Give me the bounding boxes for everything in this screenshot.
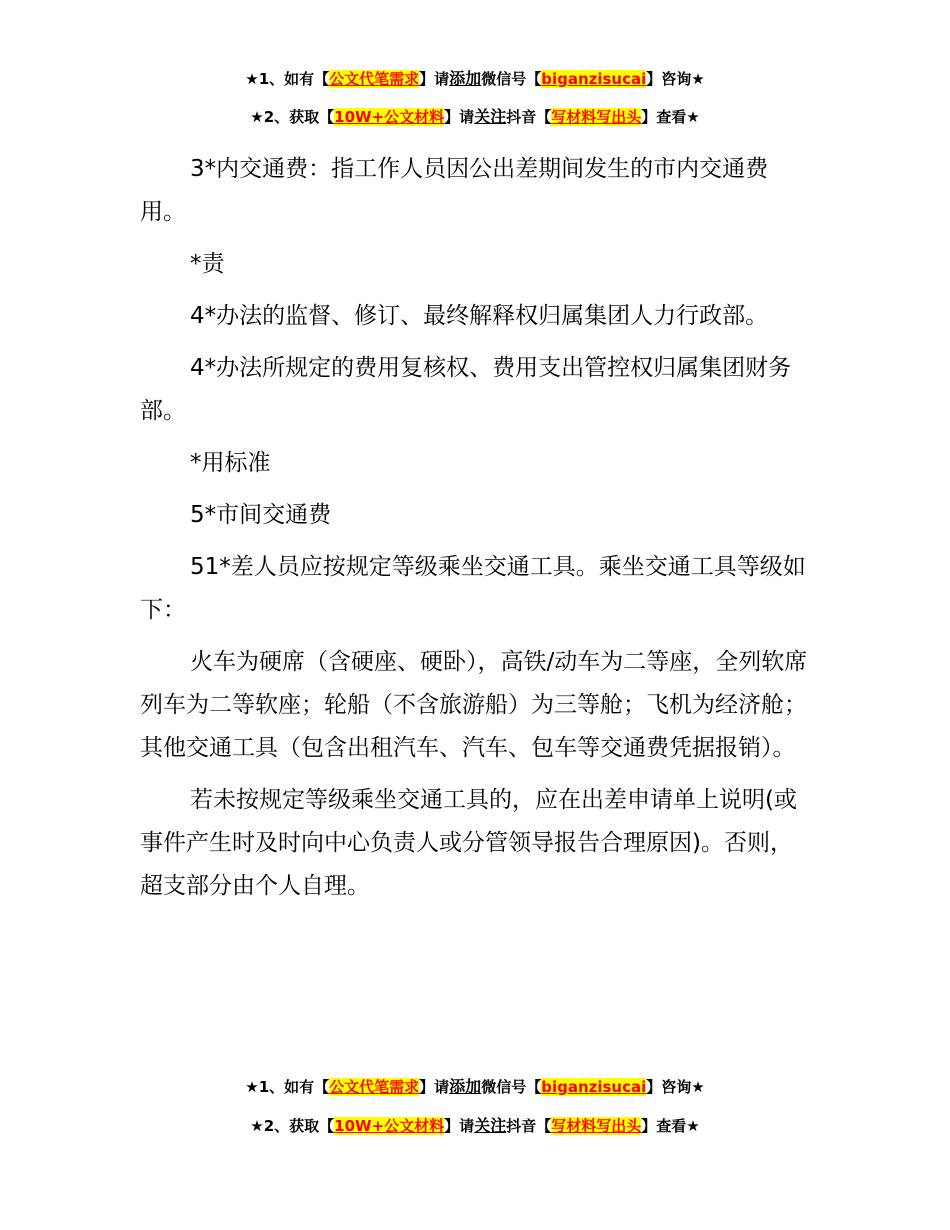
promo-text: 】请 — [444, 108, 475, 126]
promo-highlight-service: 公文代笔需求 — [329, 70, 420, 88]
paragraph: 4*办法的监督、修订、最终解释权归属集团人力行政部。 — [190, 303, 769, 329]
promo-text: 抖音【 — [506, 108, 552, 126]
promo-highlight-service: 公文代笔需求 — [329, 1078, 420, 1096]
star-icon: ★ — [686, 1117, 700, 1135]
promo-emphasis-add: 添加 — [449, 69, 482, 88]
star-icon: ★ — [250, 1117, 264, 1135]
star-icon: ★ — [691, 1078, 705, 1096]
paragraph: 火车为硬席（含硬座、硬卧），高铁/动车为二等座，全列软席列车为二等软座；轮船（不含旅游船）为三等舱；飞机为经济舱；其他交通工具（包含出租汽车、汽车、包车等交通费凭据报销）。 — [140, 649, 808, 761]
paragraph: 3*内交通费：指工作人员因公出差期间发生的市内交通费用。 — [140, 156, 769, 225]
promo-text: 】请 — [419, 70, 450, 88]
paragraph: 5*市间交通费 — [190, 502, 332, 528]
promo-emphasis-follow: 关注 — [474, 1116, 507, 1135]
promo-highlight-materials: 10W+公文材料 — [334, 1117, 445, 1135]
star-icon: ★ — [245, 70, 259, 88]
document-body — [140, 148, 812, 917]
promo-emphasis-follow: 关注 — [474, 107, 507, 126]
promo-text: 】请 — [444, 1117, 475, 1135]
promo-highlight-douyin-account: 写材料写出头 — [551, 1117, 642, 1135]
promo-text: 2、获取【 — [263, 108, 335, 126]
promo-highlight-wechat-id: biganzisucai — [541, 1078, 647, 1096]
promo-text: 】咨询 — [646, 70, 692, 88]
paragraph: 若未按规定等级乘坐交通工具的，应在出差申请单上说明(或事件产生时及时向中心负责人或分管领导报告合理原因)。否则，超支部分由个人自理。 — [140, 787, 797, 899]
promo-highlight-douyin-account: 写材料写出头 — [551, 108, 642, 126]
footer-promo-line-1 — [0, 1077, 950, 1097]
promo-text: 抖音【 — [506, 1117, 552, 1135]
promo-text: 】咨询 — [646, 1078, 692, 1096]
header-promo-line-2 — [0, 107, 950, 127]
promo-text: 】请 — [419, 1078, 450, 1096]
star-icon: ★ — [686, 108, 700, 126]
star-icon: ★ — [250, 108, 264, 126]
paragraph: *用标准 — [190, 450, 271, 476]
paragraph: *责 — [190, 251, 225, 277]
promo-text: 】查看 — [641, 108, 687, 126]
promo-text: 微信号【 — [481, 1078, 542, 1096]
promo-text: 】查看 — [641, 1117, 687, 1135]
header-promo-line-1 — [0, 69, 950, 89]
paragraph: 51*差人员应按规定等级乘坐交通工具。乘坐交通工具等级如下： — [140, 554, 806, 623]
paragraph: 4*办法所规定的费用复核权、费用支出管控权归属集团财务部。 — [140, 355, 792, 424]
promo-text: 2、获取【 — [263, 1117, 335, 1135]
promo-text: 微信号【 — [481, 70, 542, 88]
promo-highlight-wechat-id: biganzisucai — [541, 70, 647, 88]
star-icon: ★ — [245, 1078, 259, 1096]
promo-text: 1、如有【 — [258, 1078, 330, 1096]
promo-text: 1、如有【 — [258, 70, 330, 88]
footer-promo-line-2 — [0, 1116, 950, 1136]
promo-highlight-materials: 10W+公文材料 — [334, 108, 445, 126]
star-icon: ★ — [691, 70, 705, 88]
promo-emphasis-add: 添加 — [449, 1077, 482, 1096]
